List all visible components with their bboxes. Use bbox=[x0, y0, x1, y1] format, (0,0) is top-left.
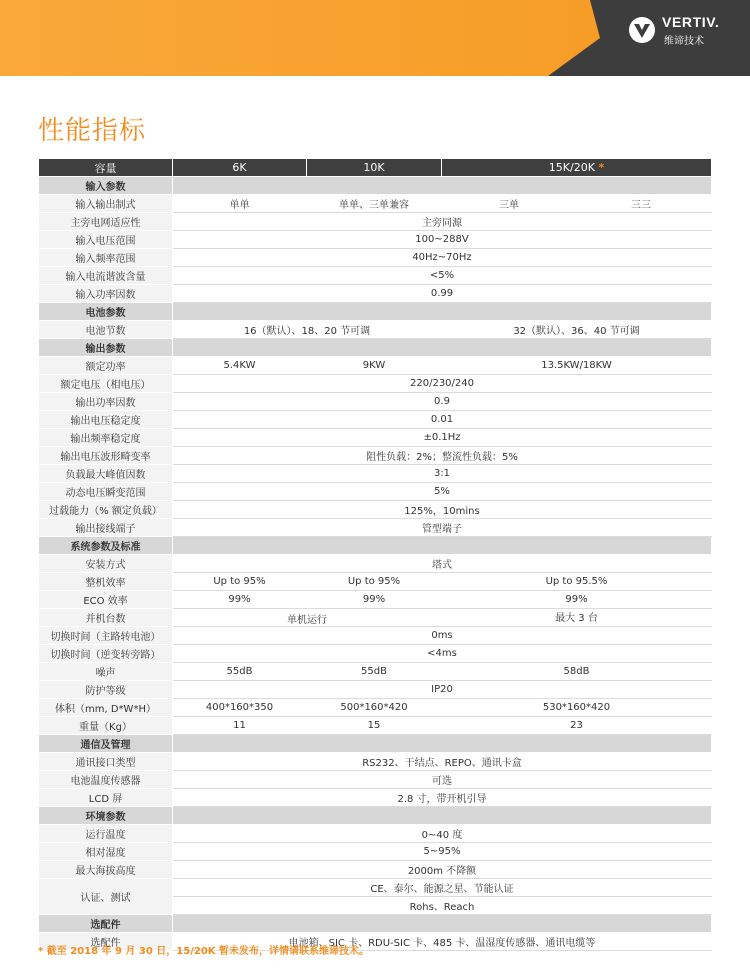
table-row bbox=[39, 681, 712, 699]
row-label: 输入输出制式 bbox=[39, 195, 173, 213]
table-row bbox=[39, 285, 712, 303]
row-label: 体积（mm, D*W*H） bbox=[39, 699, 173, 717]
table-row bbox=[39, 843, 712, 861]
cell-value: 5~95% bbox=[173, 843, 712, 861]
row-label: 重量（Kg） bbox=[39, 717, 173, 735]
cell-value: Up to 95% bbox=[307, 573, 442, 591]
table-row bbox=[39, 609, 712, 627]
table-row bbox=[39, 393, 712, 411]
row-label: 防护等级 bbox=[39, 681, 173, 699]
row-label: 电池节数 bbox=[39, 321, 173, 339]
cell-value: 55dB bbox=[173, 663, 307, 681]
row-label: 输出频率稳定度 bbox=[39, 429, 173, 447]
footnote: * 截至 2018 年 9 月 30 日，15/20K 暂未发布，详情请联系维谛技术。 bbox=[38, 946, 370, 957]
cell-value: 0.01 bbox=[173, 411, 712, 429]
table-row bbox=[39, 231, 712, 249]
table-row bbox=[39, 825, 712, 843]
cell-value: 0.9 bbox=[173, 393, 712, 411]
cell-value: 530*160*420 bbox=[442, 699, 712, 717]
section-input: 输入参数 bbox=[39, 177, 173, 195]
table-row bbox=[39, 861, 712, 879]
cell-value: 0ms bbox=[173, 627, 712, 645]
table-row bbox=[39, 447, 712, 465]
cell-value: CE、泰尔、能源之星、节能认证 bbox=[173, 879, 712, 897]
row-label: 过载能力（% 额定负载） bbox=[39, 501, 173, 519]
cell-value: IP20 bbox=[173, 681, 712, 699]
section-row bbox=[39, 303, 712, 321]
page-title: 性能指标 bbox=[38, 116, 147, 146]
cell-value: 阻性负载：2%；整流性负载：5% bbox=[173, 447, 712, 465]
cell-value: 5.4KW bbox=[173, 357, 307, 375]
cell-value: 100~288V bbox=[173, 231, 712, 249]
table-row bbox=[39, 771, 712, 789]
table-row bbox=[39, 627, 712, 645]
table-row bbox=[39, 357, 712, 375]
row-label: 选配件 bbox=[39, 933, 173, 951]
cell-value: <5% bbox=[173, 267, 712, 285]
header-6k: 6K bbox=[173, 159, 307, 177]
row-label: 额定电压（相电压） bbox=[39, 375, 173, 393]
table-row bbox=[39, 753, 712, 771]
vertiv-logo-icon bbox=[628, 16, 656, 44]
section-options: 选配件 bbox=[39, 915, 173, 933]
table-row bbox=[39, 879, 712, 897]
row-label: 切换时间（逆变转旁路） bbox=[39, 645, 173, 663]
section-env: 环境参数 bbox=[39, 807, 173, 825]
row-label: 最大海拔高度 bbox=[39, 861, 173, 879]
header-10k: 10K bbox=[307, 159, 442, 177]
header-15k-20k: 15K/20K * bbox=[442, 159, 712, 177]
table-row bbox=[39, 663, 712, 681]
cell-value: 单单 bbox=[173, 195, 307, 213]
cell-value: 58dB bbox=[442, 663, 712, 681]
table-row bbox=[39, 573, 712, 591]
table-row bbox=[39, 645, 712, 663]
table-row bbox=[39, 519, 712, 537]
cell-value: 电池箱、SIC 卡、RDU-SIC 卡、485 卡、温湿度传感器、通讯电缆等 bbox=[173, 933, 712, 951]
cell-value: 三三 bbox=[577, 195, 712, 213]
section-row bbox=[39, 537, 712, 555]
row-label: 输出功率因数 bbox=[39, 393, 173, 411]
table-row bbox=[39, 375, 712, 393]
cell-value: 三单 bbox=[442, 195, 577, 213]
table-row bbox=[39, 699, 712, 717]
row-label: 整机效率 bbox=[39, 573, 173, 591]
cell-value: Rohs、Reach bbox=[173, 897, 712, 915]
section-row bbox=[39, 177, 712, 195]
table-row bbox=[39, 555, 712, 573]
cell-value: 0~40 度 bbox=[173, 825, 712, 843]
cell-value: 单单、三单兼容 bbox=[307, 195, 442, 213]
cell-value: 55dB bbox=[307, 663, 442, 681]
cell-value: 11 bbox=[173, 717, 307, 735]
section-row bbox=[39, 735, 712, 753]
row-label: 主旁电网适应性 bbox=[39, 213, 173, 231]
cell-value: 99% bbox=[173, 591, 307, 609]
row-label: 相对湿度 bbox=[39, 843, 173, 861]
cell-value: 2000m 不降额 bbox=[173, 861, 712, 879]
table-row bbox=[39, 429, 712, 447]
brand-logo bbox=[628, 12, 744, 52]
row-label: 输出接线端子 bbox=[39, 519, 173, 537]
section-battery: 电池参数 bbox=[39, 303, 173, 321]
cell-value: 32（默认）、36、40 节可调 bbox=[442, 321, 712, 339]
table-row bbox=[39, 465, 712, 483]
cell-value: 13.5KW/18KW bbox=[442, 357, 712, 375]
row-label: 通讯接口类型 bbox=[39, 753, 173, 771]
table-row bbox=[39, 249, 712, 267]
table-row bbox=[39, 411, 712, 429]
cell-value: 23 bbox=[442, 717, 712, 735]
cell-value: 最大 3 台 bbox=[442, 609, 712, 627]
cell-value: 3:1 bbox=[173, 465, 712, 483]
cell-value: 管型端子 bbox=[173, 519, 712, 537]
page-header bbox=[0, 0, 750, 76]
table-row bbox=[39, 483, 712, 501]
section-row bbox=[39, 807, 712, 825]
header-15k-star: * bbox=[598, 161, 605, 174]
row-label: 动态电压瞬变范围 bbox=[39, 483, 173, 501]
section-system: 系统参数及标准 bbox=[39, 537, 173, 555]
row-label: 安装方式 bbox=[39, 555, 173, 573]
brand-name-cn: 维谛技术 bbox=[664, 36, 704, 47]
cell-value: 125%，10mins bbox=[173, 501, 712, 519]
cell-value: RS232、干结点、REPO、通讯卡盒 bbox=[173, 753, 712, 771]
section-output: 输出参数 bbox=[39, 339, 173, 357]
row-label: 电池温度传感器 bbox=[39, 771, 173, 789]
row-label: 输出电压稳定度 bbox=[39, 411, 173, 429]
cell-value: Up to 95% bbox=[173, 573, 307, 591]
cell-value: 99% bbox=[442, 591, 712, 609]
cell-value: 9KW bbox=[307, 357, 442, 375]
section-comm: 通信及管理 bbox=[39, 735, 173, 753]
cell-value: 主旁同源 bbox=[173, 213, 712, 231]
row-label: 认证、测试 bbox=[39, 879, 173, 915]
cell-value: 500*160*420 bbox=[307, 699, 442, 717]
cell-value: ±0.1Hz bbox=[173, 429, 712, 447]
cell-value: 220/230/240 bbox=[173, 375, 712, 393]
cell-value: <4ms bbox=[173, 645, 712, 663]
table-row bbox=[39, 591, 712, 609]
cell-value: 塔式 bbox=[173, 555, 712, 573]
table-row bbox=[39, 321, 712, 339]
cell-value: 2.8 寸，带开机引导 bbox=[173, 789, 712, 807]
cell-value: Up to 95.5% bbox=[442, 573, 712, 591]
row-label: 噪声 bbox=[39, 663, 173, 681]
row-label: 并机台数 bbox=[39, 609, 173, 627]
table-row bbox=[39, 789, 712, 807]
cell-value: 5% bbox=[173, 483, 712, 501]
cell-value: 99% bbox=[307, 591, 442, 609]
brand-name-en: VERTIV. bbox=[662, 14, 720, 30]
row-label: LCD 屏 bbox=[39, 789, 173, 807]
row-label: 输入电流谐波含量 bbox=[39, 267, 173, 285]
row-label: 负载最大峰值因数 bbox=[39, 465, 173, 483]
table-row bbox=[39, 213, 712, 231]
section-row bbox=[39, 339, 712, 357]
cell-value: 40Hz~70Hz bbox=[173, 249, 712, 267]
row-label: ECO 效率 bbox=[39, 591, 173, 609]
row-label: 输入频率范围 bbox=[39, 249, 173, 267]
row-label: 输入电压范围 bbox=[39, 231, 173, 249]
header-capacity: 容量 bbox=[39, 159, 173, 177]
row-label: 运行温度 bbox=[39, 825, 173, 843]
row-label: 输入功率因数 bbox=[39, 285, 173, 303]
table-row bbox=[39, 267, 712, 285]
table-row bbox=[39, 717, 712, 735]
cell-value: 单机运行 bbox=[173, 609, 442, 627]
row-label: 额定功率 bbox=[39, 357, 173, 375]
row-label: 切换时间（主路转电池） bbox=[39, 627, 173, 645]
cell-value: 0.99 bbox=[173, 285, 712, 303]
row-label: 输出电压波形畸变率 bbox=[39, 447, 173, 465]
cell-value: 16（默认）、18、20 节可调 bbox=[173, 321, 442, 339]
cell-value: 可选 bbox=[173, 771, 712, 789]
table-row bbox=[39, 501, 712, 519]
table-row bbox=[39, 195, 712, 213]
table-header-row bbox=[39, 159, 712, 177]
section-row bbox=[39, 915, 712, 933]
spec-table bbox=[38, 158, 712, 951]
cell-value: 15 bbox=[307, 717, 442, 735]
cell-value: 400*160*350 bbox=[173, 699, 307, 717]
